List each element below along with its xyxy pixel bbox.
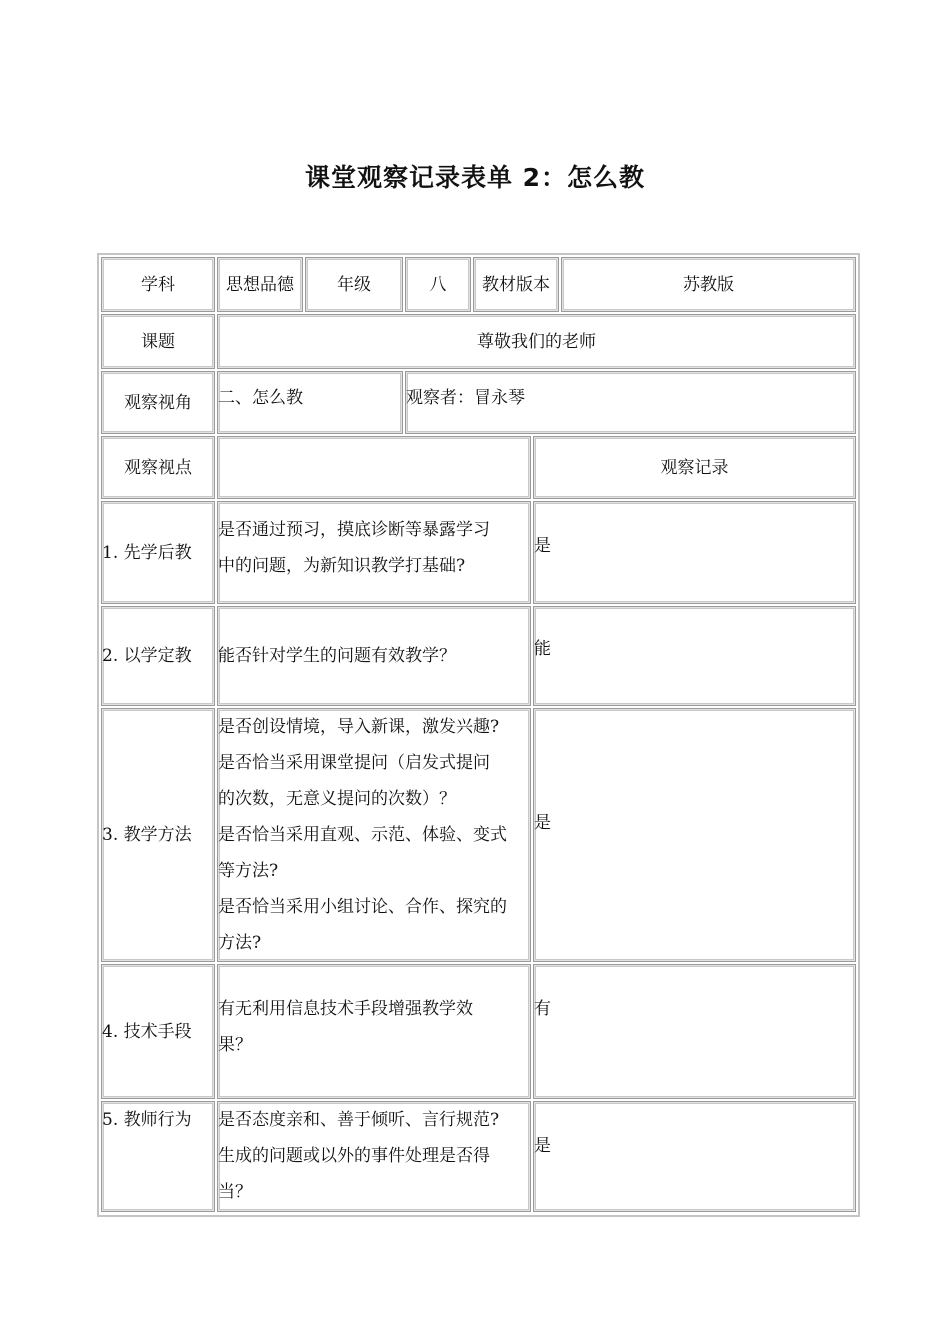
point-cell-2: 2. 以学定教	[101, 606, 215, 706]
record-column-header: 观察记录	[533, 436, 856, 499]
point-cell-4: 4. 技术手段	[101, 964, 215, 1099]
perspective-value: 二、怎么教	[217, 371, 403, 434]
record-cell-1: 是	[533, 501, 856, 604]
question-cell-2	[217, 606, 531, 706]
question-line: 是否恰当采用课堂提问（启发式提问	[218, 753, 490, 773]
question-line: 当？	[218, 1182, 252, 1202]
subject-label: 学科	[101, 257, 215, 312]
grade-label: 年级	[305, 257, 403, 312]
question-line: 是否通过预习，摸底诊断等暴露学习	[218, 520, 490, 540]
question-line: 是否创设情境，导入新课，激发兴趣?	[218, 717, 500, 737]
edition-label: 教材版本	[473, 257, 559, 312]
question-line: 生成的问题或以外的事件处理是否得	[218, 1146, 490, 1166]
question-line: 有无利用信息技术手段增强教学效	[218, 999, 473, 1019]
grade-value: 八	[405, 257, 471, 312]
question-line: 的次数，无意义提问的次数）？	[218, 789, 456, 809]
edition-value: 苏教版	[561, 257, 856, 312]
record-cell-4: 有	[533, 964, 856, 1099]
record-cell-3: 是	[533, 708, 856, 962]
question-line: 中的问题，为新知识教学打基础?	[218, 556, 466, 576]
observer: 观察者：冒永琴	[405, 371, 856, 434]
question-cell-4	[217, 964, 531, 1099]
question-line: 方法?	[218, 933, 262, 953]
question-cell-3	[217, 708, 531, 962]
question-line: 等方法?	[218, 861, 279, 881]
point-column-header: 观察视点	[101, 436, 215, 499]
question-line: 能否针对学生的问题有效教学？	[218, 646, 456, 666]
point-cell-1: 1. 先学后教	[101, 501, 215, 604]
question-cell-5	[217, 1101, 531, 1212]
point-cell-3: 3. 教学方法	[101, 708, 215, 962]
topic-value: 尊敬我们的老师	[217, 314, 856, 369]
perspective-label: 观察视角	[101, 371, 215, 434]
topic-label: 课题	[101, 314, 215, 369]
question-line: 是否态度亲和、善于倾听、言行规范?	[218, 1110, 500, 1130]
page-title: 课堂观察记录表单 2：怎么教	[304, 163, 646, 192]
record-cell-2: 能	[533, 606, 856, 706]
record-cell-5: 是	[533, 1101, 856, 1212]
question-cell-1	[217, 501, 531, 604]
point-cell-5: 5. 教师行为	[101, 1101, 215, 1212]
subject-value: 思想品德	[217, 257, 303, 312]
question-line: 果？	[218, 1035, 252, 1055]
question-line: 是否恰当采用小组讨论、合作、探究的	[218, 897, 507, 917]
question-column-header	[217, 436, 531, 499]
question-line: 是否恰当采用直观、示范、体验、变式	[218, 825, 507, 845]
